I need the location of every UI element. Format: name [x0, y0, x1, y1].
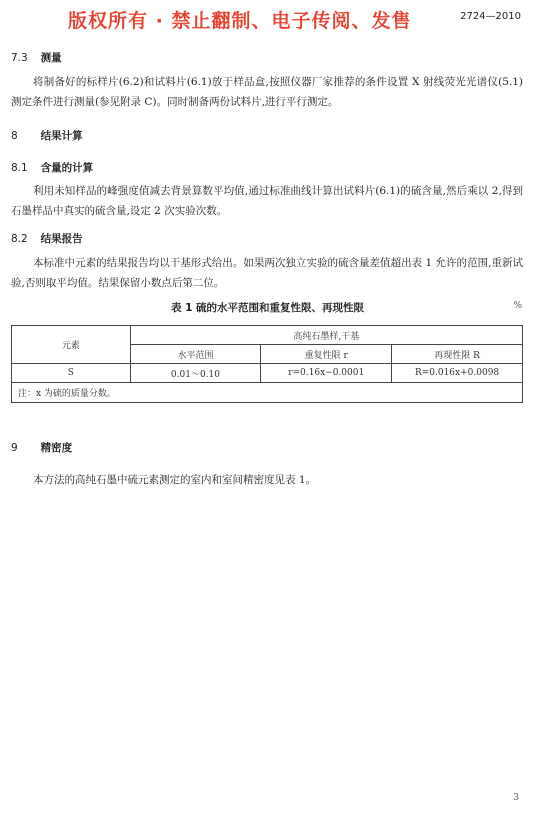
section-8-2-paragraph: 本标准中元素的结果报告均以干基形式给出。如果两次独立实验的硫含量差值超出表 1 允许的范围,重新试验,否则取平均值。结果保留小数点后第二位。 [11, 257, 523, 289]
section-8-2-heading [11, 231, 83, 246]
table-title: 表 1 硫的水平范围和重复性限、再现性限 [170, 302, 365, 314]
watermark: 版权所有 · 禁止翻制、电子传阅、发售 [68, 10, 412, 32]
table-row [12, 364, 523, 383]
section-8-heading [11, 128, 83, 143]
section-number: 8.1 [11, 162, 28, 174]
section-title: 测量 [40, 52, 62, 64]
table-unit: % [513, 301, 522, 311]
group-header: 高纯石墨样,干基 [130, 326, 522, 345]
section-title: 精密度 [40, 442, 73, 454]
section-number: 8 [11, 130, 18, 142]
section-title: 含量的计算 [40, 162, 94, 174]
section-8-1-paragraph: 利用未知样品的峰强度值减去背景算数平均值,通过标准曲线计算出试料片(6.1)的硫含量,然后乘以 2,得到石墨样品中真实的硫含量,设定 2 次实验次数。 [11, 185, 523, 217]
table-cell-reproducibility: R=0.016x+0.0098 [392, 364, 523, 383]
column-header: 水平范围 [130, 345, 261, 364]
section-number: 8.2 [11, 233, 28, 245]
table-note-row [12, 383, 523, 403]
section-8-1-heading [11, 160, 93, 175]
section-9-paragraph: 本方法的高纯石墨中硫元素测定的室内和室间精密度见表 1。 [33, 474, 317, 486]
table-cell-repeatability: r=0.16x−0.0001 [261, 364, 392, 383]
section-number: 9 [11, 442, 18, 454]
section-7-3-heading [11, 50, 62, 65]
section-title: 结果计算 [40, 130, 83, 142]
table-header-row [12, 326, 523, 345]
table-cell-range: 0.01～0.10 [130, 364, 261, 383]
element-header: 元素 [12, 326, 131, 364]
page-number: 3 [513, 793, 519, 803]
section-title: 结果报告 [40, 233, 83, 245]
section-9-heading [11, 440, 72, 455]
standard-number: 2724—2010 [460, 11, 521, 22]
section-7-3-paragraph: 将制备好的标样片(6.2)和试料片(6.1)放于样品盒,按照仪器厂家推荐的条件设置 X 射线荧光光谱仪(5.1)测定条件进行测量(参见附录 C)。同时制备两份试料片,进行平行测定。 [11, 76, 523, 108]
section-number: 7.3 [11, 52, 28, 64]
table-note: 注：x 为硫的质量分数。 [12, 383, 523, 403]
precision-table [11, 325, 523, 403]
column-header: 重复性限 r [261, 345, 392, 364]
table-cell-element: S [12, 364, 131, 383]
column-header: 再现性限 R [392, 345, 523, 364]
